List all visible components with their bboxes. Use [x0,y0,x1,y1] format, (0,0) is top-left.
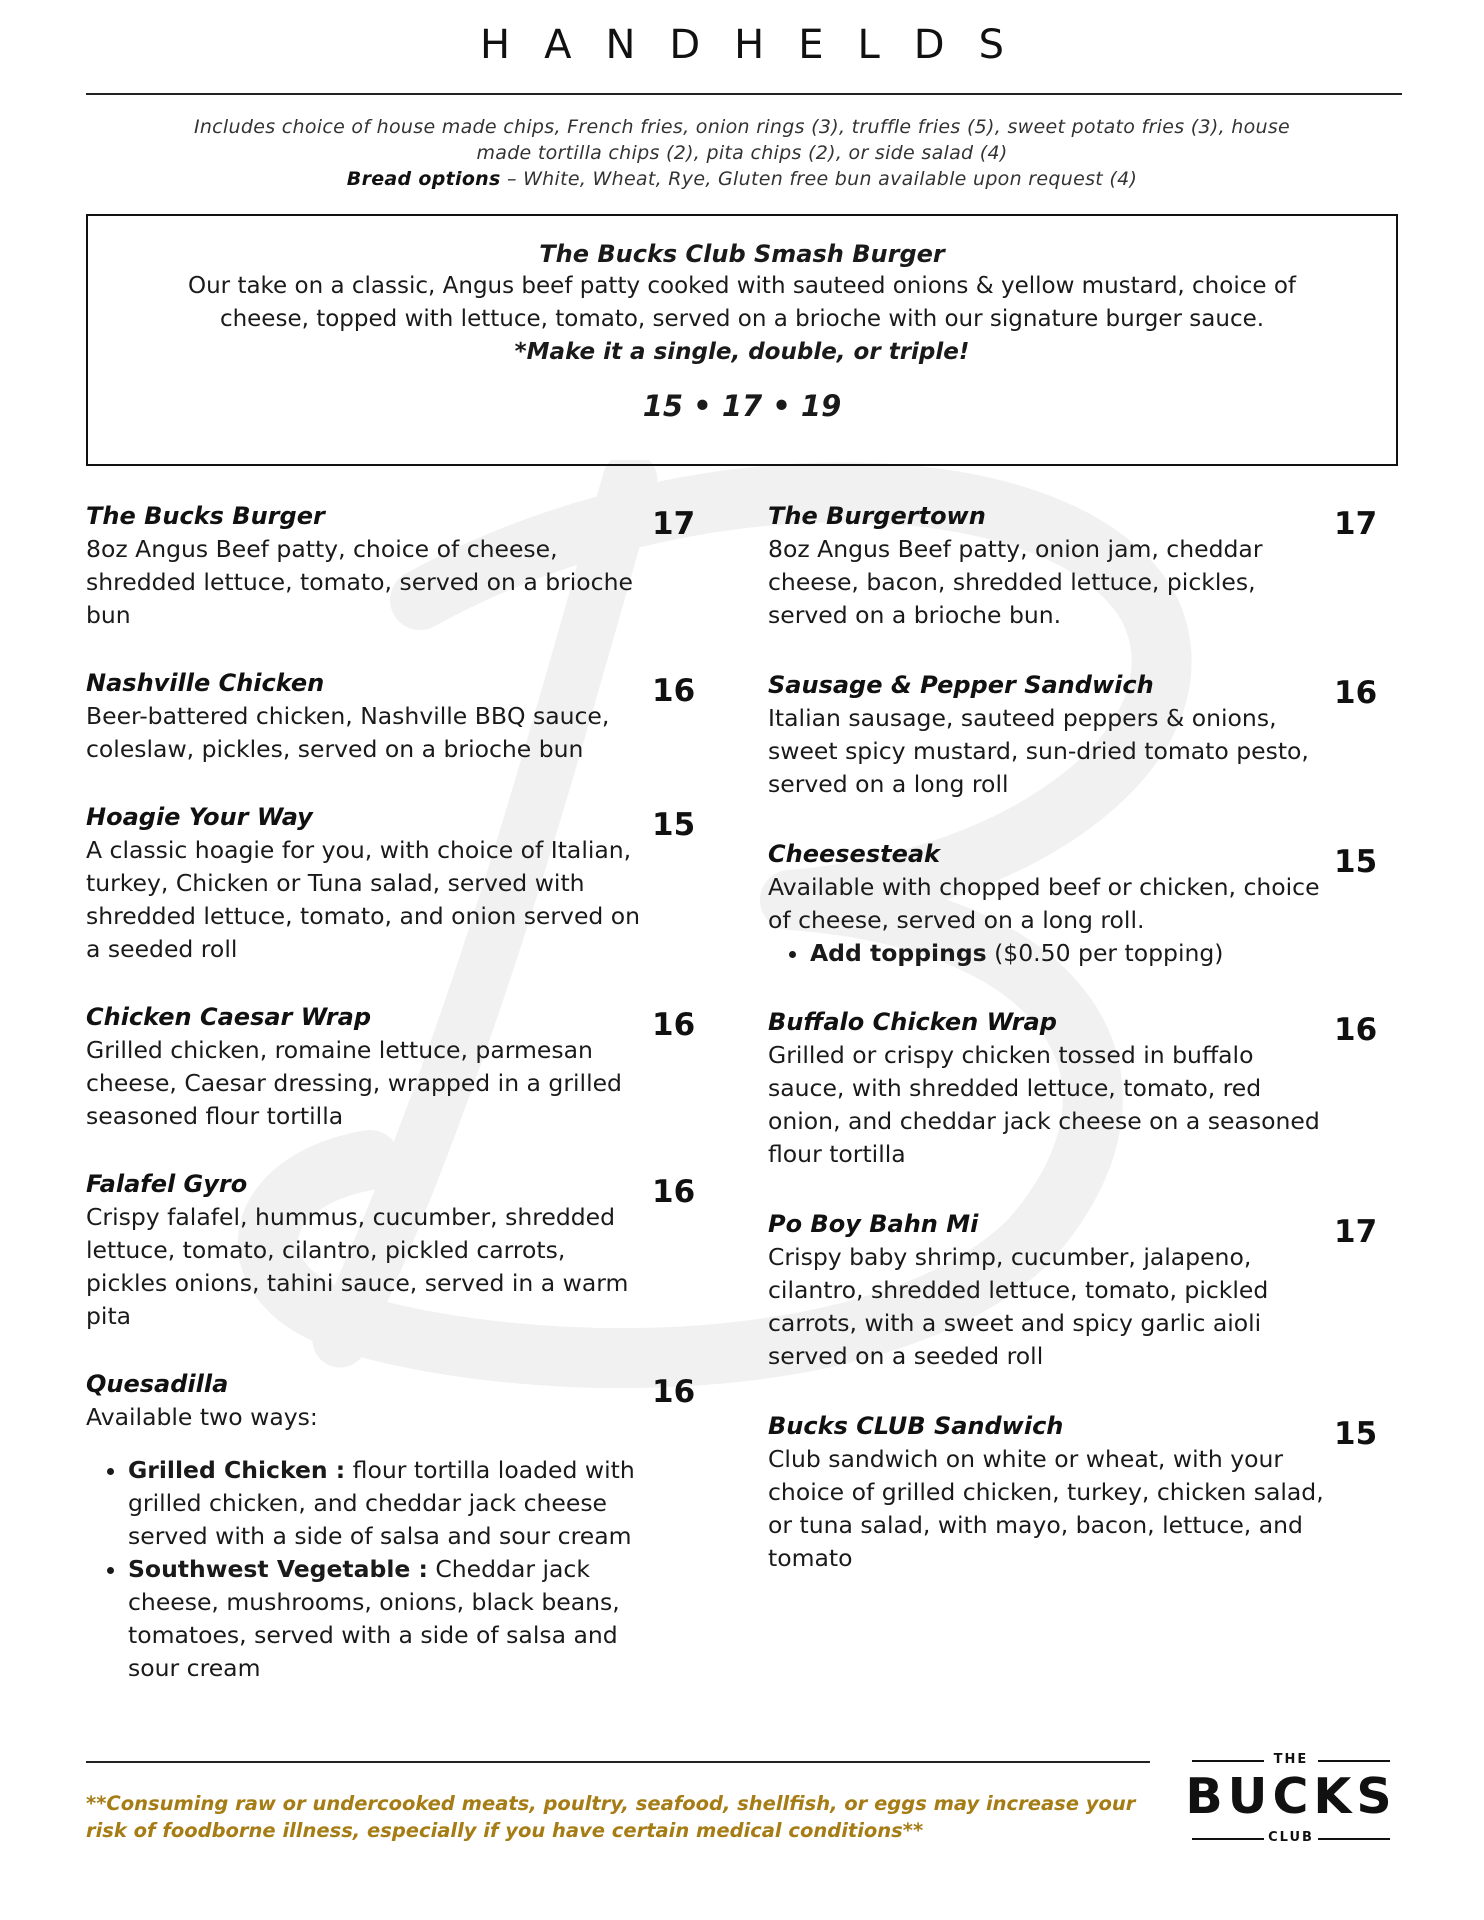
sides-text: Includes choice of house made chips, French fries, onion rings (3), truffle fries (5), sweet potato fries (3), house made tortilla chips (2), pita chips (2), or side salad (4) [193,116,1291,164]
option-label: Add toppings [810,939,987,967]
item-name: Po Boy Bahn Mi [768,1210,979,1238]
item-name: The Burgertown [768,502,986,530]
item-price: 16 [652,1007,696,1043]
option-text: ($0.50 per topping) [986,939,1224,967]
featured-item-description: Our take on a classic, Angus beef patty cooked with sauteed onions & yellow mustard, choice of cheese, topped with lettuce, tomato, served on a brioche with our signature burger sauce. [188,273,1296,332]
item-price: 16 [1334,1012,1378,1048]
item-name: Quesadilla [86,1370,229,1398]
item-name: Buffalo Chicken Wrap [768,1008,1057,1036]
featured-item-note: *Make it a single, double, or triple! [514,339,970,365]
menu-item [768,669,1328,801]
item-price: 17 [1334,506,1378,542]
sides-info [180,114,1304,192]
item-price: 17 [1334,1214,1378,1250]
menu-item [768,838,1328,970]
item-description: 8oz Angus Beef patty, onion jam, cheddar cheese, bacon, shredded lettuce, pickles, served on a brioche bun. [768,535,1263,629]
item-description: A classic hoagie for you, with choice of Italian, turkey, Chicken or Tuna salad, served with shredded lettuce, tomato, and onion served on a seeded roll [86,836,641,963]
logo-line [1318,1838,1390,1840]
item-price: 15 [1334,1416,1378,1452]
item-name: Chicken Caesar Wrap [86,1003,372,1031]
item-description: Club sandwich on white or wheat, with your choice of grilled chicken, turkey, chicken salad, or tuna salad, with mayo, bacon, lettuce, and tomato [768,1445,1324,1572]
menu-item [86,801,646,966]
item-name: Falafel Gyro [86,1170,248,1198]
item-description: Grilled chicken, romaine lettuce, parmesan cheese, Caesar dressing, wrapped in a grilled seasoned flour tortilla [86,1036,622,1130]
item-price: 16 [652,673,696,709]
item-price: 17 [652,506,696,542]
item-description: 8oz Angus Beef patty, choice of cheese, shredded lettuce, tomato, served on a brioche bun [86,535,633,629]
logo-the: THE [1273,1752,1309,1767]
item-description: Available with chopped beef or chicken, choice of cheese, served on a long roll. [768,873,1320,934]
featured-item-prices: 15 • 17 • 19 [642,389,842,423]
bread-options-label: Bread options [346,168,501,190]
menu-item [86,1168,646,1333]
item-name: Cheesesteak [768,840,941,868]
item-description: Available two ways: [86,1403,318,1431]
menu-item [768,1006,1328,1171]
option-label: Grilled Chicken : [128,1456,346,1484]
item-description: Crispy falafel, hummus, cucumber, shredded lettuce, tomato, cilantro, pickled carrots, pickles onions, tahini sauce, served in a warm pita [86,1203,629,1330]
item-price: 16 [652,1374,696,1410]
featured-item-box [86,214,1398,466]
menu-item [86,1368,646,1685]
item-name: Bucks CLUB Sandwich [768,1412,1064,1440]
item-name: Nashville Chicken [86,669,325,697]
option-label: Southwest Vegetable : [128,1555,428,1583]
logo-club: CLUB [1268,1830,1314,1845]
item-price: 15 [652,807,696,843]
featured-item-name: The Bucks Club Smash Burger [539,240,945,268]
menu-item [86,667,646,766]
option-list [768,937,1328,970]
food-safety-disclaimer: **Consuming raw or undercooked meats, poultry, seafood, shellfish, or eggs may increase your risk of foodborne illness, especially if you have certain medical conditions** [86,1792,1136,1842]
menu-item [768,1410,1328,1575]
menu-item [86,1001,646,1133]
item-description: Beer-battered chicken, Nashville BBQ sauce, coleslaw, pickles, served on a brioche bun [86,702,610,763]
option-item [810,937,1328,970]
logo-bucks: BUCKS [1185,1768,1397,1825]
item-name: Hoagie Your Way [86,803,313,831]
menu-item [768,500,1328,632]
item-price: 15 [1334,844,1378,880]
item-description: Grilled or crispy chicken tossed in buffalo sauce, with shredded lettuce, tomato, red onion, and cheddar jack cheese on a seasoned flour tortilla [768,1041,1320,1168]
logo-line [1318,1760,1390,1762]
option-text: Cheddar jack cheese, mushrooms, onions, black beans, tomatoes, served with a side of salsa and sour cream [128,1555,620,1682]
item-price: 16 [652,1174,696,1210]
menu-item [768,1208,1328,1373]
bucks-club-logo [1180,1748,1402,1848]
option-list [86,1454,646,1685]
item-name: Sausage & Pepper Sandwich [768,671,1154,699]
top-divider [86,93,1402,95]
item-description: Italian sausage, sauteed peppers & onions, sweet spicy mustard, sun-dried tomato pesto, served on a long roll [768,704,1309,798]
page-title: HANDHELDS [480,22,1038,68]
bottom-divider [86,1761,1150,1763]
item-name: The Bucks Burger [86,502,325,530]
option-item [128,1454,646,1553]
option-item [128,1553,646,1685]
item-description: Crispy baby shrimp, cucumber, jalapeno, cilantro, shredded lettuce, tomato, pickled carrots, with a sweet and spicy garlic aioli served on a seeded roll [768,1243,1269,1370]
option-text: flour tortilla loaded with grilled chicken, and cheddar jack cheese served with a side of salsa and sour cream [128,1456,635,1550]
bread-options [180,166,1304,192]
bread-options-text: – White, Wheat, Rye, Gluten free bun available upon request (4) [500,168,1138,190]
item-price: 16 [1334,675,1378,711]
menu-item [86,500,646,632]
